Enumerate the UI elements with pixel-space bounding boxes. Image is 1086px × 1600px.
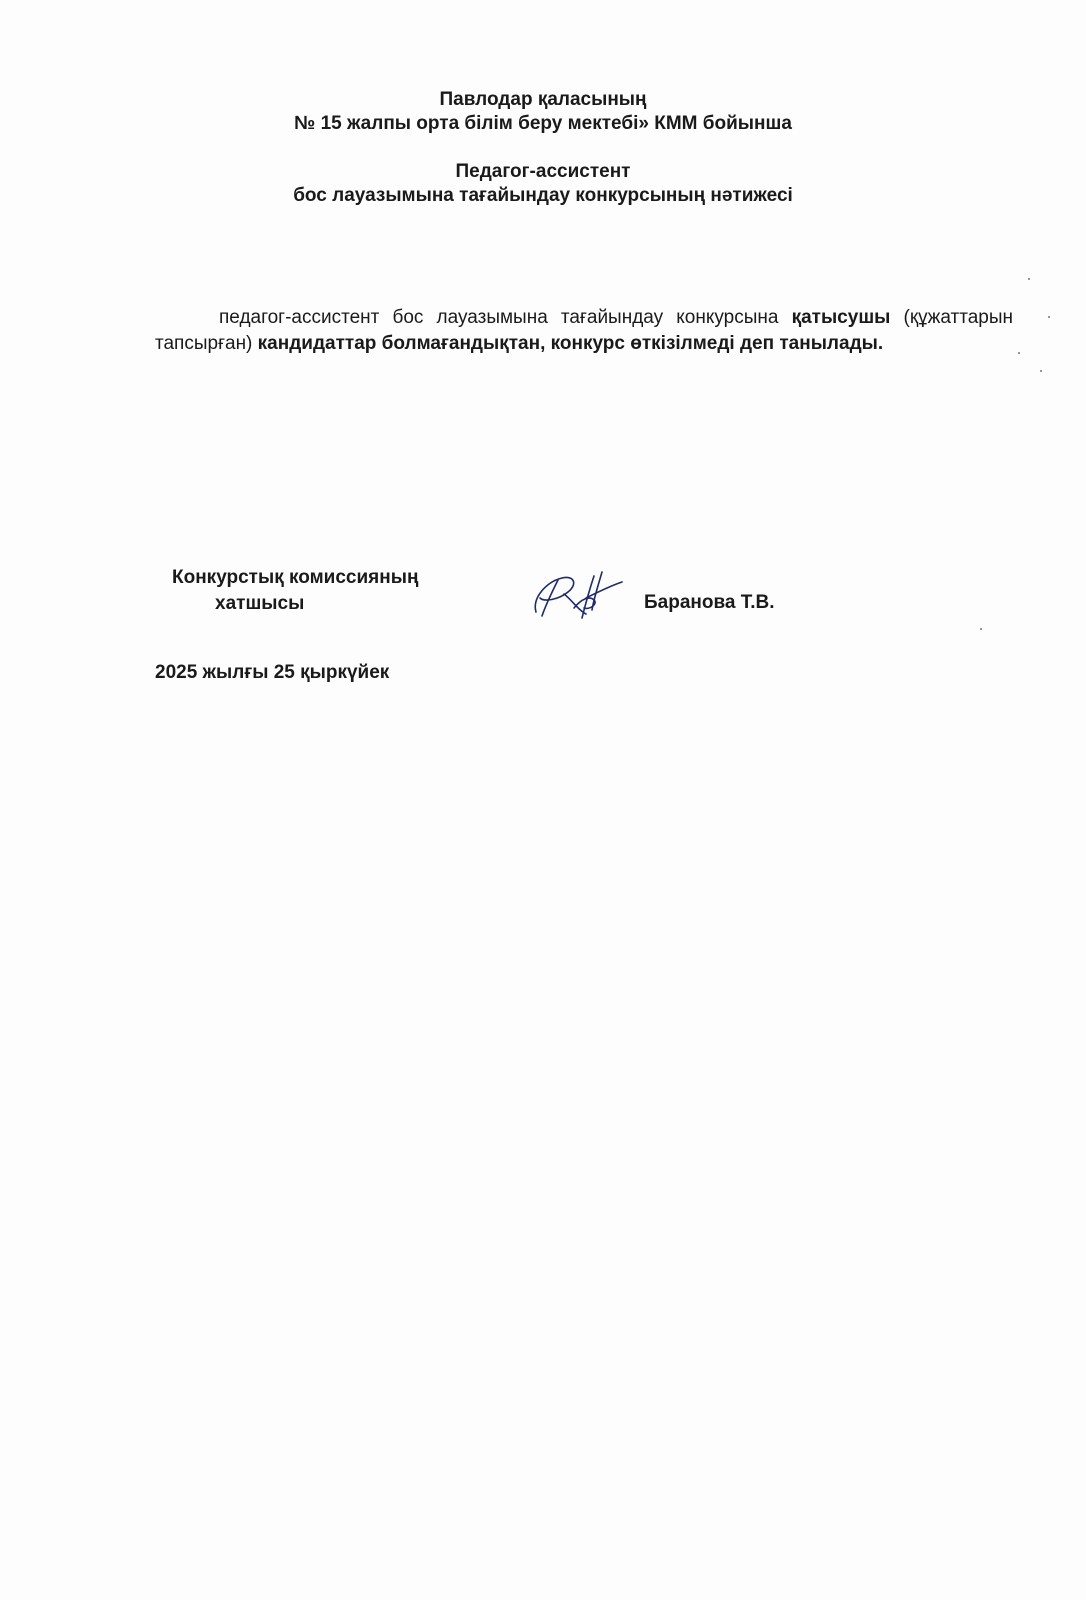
header-line-1: Павлодар қаласының: [439, 89, 647, 110]
body-text-part-4: кандидаттар болмағандықтан, конкурс өткізілмеді деп танылады.: [257, 333, 884, 354]
handwritten-signature: [528, 568, 628, 620]
signatory-title: [172, 565, 418, 617]
header-line-2: № 15 жалпы орта білім беру мектебі» КММ бойынша: [294, 113, 792, 134]
scan-speck: [1028, 278, 1030, 280]
document-header: [0, 88, 1086, 136]
document-subheader: [0, 160, 1086, 208]
subheader-line-2: бос лауазымына тағайындау конкурсының нәтижесі: [293, 185, 793, 206]
body-text-part-3: (құжаттарын тапсырған): [155, 307, 1013, 354]
subheader-line-1: Педагог-ассистент: [455, 161, 631, 182]
body-text-part-1: педагог-ассистент бос лауазымына тағайындау конкурсына: [219, 307, 792, 328]
body-paragraph: [155, 305, 1013, 357]
scan-speck: [1048, 316, 1050, 318]
body-text-part-2: қатысушы: [791, 307, 891, 328]
scan-speck: [1018, 352, 1020, 354]
document-date: 2025 жылғы 25 қыркүйек: [155, 662, 390, 683]
signatory-title-line-2: хатшысы: [215, 593, 305, 614]
scan-speck: [1040, 370, 1042, 372]
signatory-title-line-1: Конкурстық комиссияның: [172, 567, 419, 588]
scan-speck: [980, 628, 982, 630]
signatory-name: Баранова Т.В.: [644, 592, 775, 613]
